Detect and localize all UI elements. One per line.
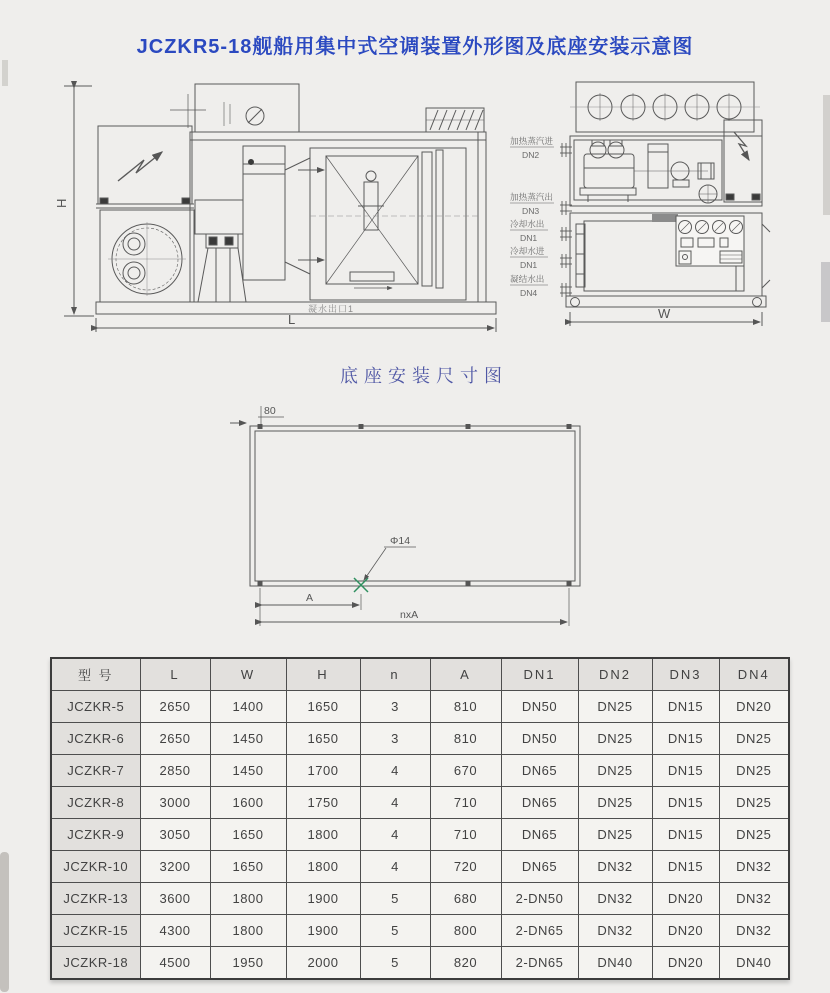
- nameplate: [652, 214, 678, 222]
- value-cell: 4300: [140, 915, 210, 947]
- table-body: [51, 691, 789, 980]
- drain-outlet-label: 凝水出口1: [308, 304, 355, 314]
- value-cell: DN15: [652, 787, 719, 819]
- table-row: [51, 755, 789, 787]
- value-cell: 1700: [286, 755, 360, 787]
- value-cell: 3: [360, 723, 430, 755]
- value-cell: 2650: [140, 723, 210, 755]
- value-cell: DN20: [652, 883, 719, 915]
- model-cell: JCZKR-8: [51, 787, 140, 819]
- base-plan-drawing: [228, 398, 608, 633]
- value-cell: DN25: [578, 755, 652, 787]
- value-cell: DN25: [719, 723, 789, 755]
- model-cell: JCZKR-15: [51, 915, 140, 947]
- column-header: 型 号: [51, 658, 140, 691]
- value-cell: 1800: [286, 851, 360, 883]
- compressor: [580, 140, 717, 203]
- value-cell: 1400: [210, 691, 286, 723]
- scan-smudge: [0, 852, 9, 992]
- value-cell: 4500: [140, 947, 210, 980]
- port-label: 冷却水进: [510, 246, 545, 256]
- model-cell: JCZKR-7: [51, 755, 140, 787]
- model-cell: JCZKR-10: [51, 851, 140, 883]
- value-cell: 2650: [140, 691, 210, 723]
- value-cell: 1650: [210, 819, 286, 851]
- lightning-icon: [118, 152, 162, 181]
- value-cell: DN15: [652, 819, 719, 851]
- spec-table: [50, 657, 790, 980]
- value-cell: 1950: [210, 947, 286, 980]
- value-cell: 3000: [140, 787, 210, 819]
- value-cell: 2-DN65: [501, 947, 578, 980]
- length-dim-label: L: [288, 312, 296, 327]
- port-label: 冷却水出: [510, 219, 545, 229]
- table-header: [51, 658, 789, 691]
- width-dim-label: W: [658, 306, 671, 321]
- value-cell: 1650: [286, 691, 360, 723]
- value-cell: DN25: [719, 755, 789, 787]
- value-cell: DN32: [578, 883, 652, 915]
- port-labels: [510, 135, 572, 298]
- value-cell: DN25: [719, 787, 789, 819]
- value-cell: DN40: [719, 947, 789, 980]
- port-dn-label: DN4: [520, 288, 538, 298]
- value-cell: 1450: [210, 723, 286, 755]
- value-cell: DN25: [578, 691, 652, 723]
- value-cell: DN25: [719, 819, 789, 851]
- column-header: n: [360, 658, 430, 691]
- table-row: [51, 915, 789, 947]
- table-row: [51, 787, 789, 819]
- port-dn-label: DN1: [520, 233, 538, 243]
- table-row: [51, 723, 789, 755]
- value-cell: 710: [430, 819, 501, 851]
- port-label: 加热蒸汽进: [510, 136, 553, 146]
- value-cell: DN25: [578, 787, 652, 819]
- column-header: L: [140, 658, 210, 691]
- value-cell: 5: [360, 883, 430, 915]
- value-cell: 4: [360, 755, 430, 787]
- value-cell: DN32: [719, 915, 789, 947]
- value-cell: 1900: [286, 915, 360, 947]
- value-cell: 1450: [210, 755, 286, 787]
- value-cell: DN20: [719, 691, 789, 723]
- value-cell: 3200: [140, 851, 210, 883]
- value-cell: 800: [430, 915, 501, 947]
- value-cell: DN15: [652, 691, 719, 723]
- pitch-dim-label: A: [306, 592, 314, 604]
- table-row: [51, 883, 789, 915]
- hole-mark: [354, 578, 368, 592]
- value-cell: 1800: [210, 883, 286, 915]
- side-elevation-drawing: [54, 76, 508, 338]
- value-cell: DN15: [652, 723, 719, 755]
- end-view-drawing: [508, 74, 828, 339]
- value-cell: DN65: [501, 851, 578, 883]
- model-cell: JCZKR-13: [51, 883, 140, 915]
- value-cell: 720: [430, 851, 501, 883]
- value-cell: 710: [430, 787, 501, 819]
- value-cell: DN65: [501, 755, 578, 787]
- value-cell: DN20: [652, 947, 719, 980]
- value-cell: 2850: [140, 755, 210, 787]
- port-dn-label: DN3: [522, 206, 540, 216]
- value-cell: 4: [360, 819, 430, 851]
- value-cell: DN25: [578, 723, 652, 755]
- model-cell: JCZKR-5: [51, 691, 140, 723]
- value-cell: 1800: [210, 915, 286, 947]
- value-cell: DN15: [652, 755, 719, 787]
- value-cell: 3600: [140, 883, 210, 915]
- scan-smudge: [2, 60, 8, 86]
- value-cell: 1750: [286, 787, 360, 819]
- table-row: [51, 819, 789, 851]
- port-dn-label: DN1: [520, 260, 538, 270]
- column-header: H: [286, 658, 360, 691]
- value-cell: DN32: [578, 851, 652, 883]
- column-header: DN4: [719, 658, 789, 691]
- section-title: 底座安装尺寸图: [340, 366, 508, 386]
- value-cell: 680: [430, 883, 501, 915]
- value-cell: DN50: [501, 723, 578, 755]
- value-cell: 2-DN65: [501, 915, 578, 947]
- value-cell: DN32: [578, 915, 652, 947]
- value-cell: 3: [360, 691, 430, 723]
- value-cell: 3050: [140, 819, 210, 851]
- column-header: DN1: [501, 658, 578, 691]
- model-cell: JCZKR-6: [51, 723, 140, 755]
- value-cell: DN65: [501, 787, 578, 819]
- port-dn-label: DN2: [522, 150, 540, 160]
- value-cell: DN65: [501, 819, 578, 851]
- value-cell: 1800: [286, 819, 360, 851]
- column-header: DN3: [652, 658, 719, 691]
- value-cell: 2000: [286, 947, 360, 980]
- value-cell: 1600: [210, 787, 286, 819]
- value-cell: 820: [430, 947, 501, 980]
- value-cell: 670: [430, 755, 501, 787]
- value-cell: 810: [430, 691, 501, 723]
- column-header: W: [210, 658, 286, 691]
- value-cell: DN32: [719, 851, 789, 883]
- value-cell: 5: [360, 947, 430, 980]
- value-cell: 5: [360, 915, 430, 947]
- model-cell: JCZKR-9: [51, 819, 140, 851]
- hole-dia-label: Φ14: [390, 535, 411, 547]
- value-cell: DN50: [501, 691, 578, 723]
- total-dim-label: nxA: [400, 609, 419, 621]
- control-panel: [676, 216, 744, 266]
- value-cell: 4: [360, 851, 430, 883]
- value-cell: DN40: [578, 947, 652, 980]
- value-cell: 1650: [286, 723, 360, 755]
- page-title: JCZKR5-18舰船用集中式空调装置外形图及底座安装示意图: [136, 36, 694, 58]
- value-cell: DN32: [719, 883, 789, 915]
- model-cell: JCZKR-18: [51, 947, 140, 980]
- column-header: A: [430, 658, 501, 691]
- column-header: DN2: [578, 658, 652, 691]
- value-cell: 2-DN50: [501, 883, 578, 915]
- table-row: [51, 947, 789, 980]
- table-row: [51, 851, 789, 883]
- edge-offset-dim-label: 80: [264, 405, 276, 417]
- table-header-row: [51, 658, 789, 691]
- value-cell: 1900: [286, 883, 360, 915]
- value-cell: DN15: [652, 851, 719, 883]
- value-cell: 1650: [210, 851, 286, 883]
- height-dim-label: H: [54, 198, 69, 208]
- value-cell: DN20: [652, 915, 719, 947]
- table-row: [51, 691, 789, 723]
- value-cell: 4: [360, 787, 430, 819]
- port-label: 凝结水出: [510, 274, 545, 284]
- value-cell: DN25: [578, 819, 652, 851]
- value-cell: 810: [430, 723, 501, 755]
- port-label: 加热蒸汽出: [510, 192, 553, 202]
